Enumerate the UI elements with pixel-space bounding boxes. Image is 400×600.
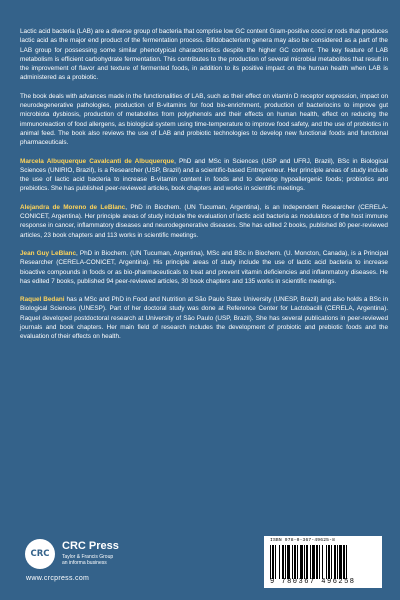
author-bio-text: has a MSc and PhD in Food and Nutrition at São Paulo State University (UNESP, Brazil) and also holds a BSc in Biological Sciences (UNESP). Part of her doctoral study was done at Reference Center for Lactobacilli (CERELA, Argentina). Raquel developed postdoctoral research at University of São Paulo (USP, Brazil). She has several publications in peer-reviewed journals and book chapters. Her main field of research includes the development of probiotic and prebiotic foods and the evaluation of their effects on health. [20,296,389,341]
author-bio-text: , PhD in Biochem. (UN Tucuman, Argentina), MSc and BSc in Biochem. (U. Moncton, Canada), is a Principal Researcher (CERELA-CONICET, Argentina). His principle areas of study include the use of lactic acid bacteria to increase bioactive compounds in foods or as bio-pharmaceuticals to treat and prevent vitamin deficiencies and inflammatory diseases. He has edited 7 books, published 94 peer-reviewed articles, 30 book chapters and 135 works in scientific meetings. [20,249,388,285]
author-bio-text: , PhD and MSc in Sciences (USP and UFRJ, Brazil), BSc in Biological Sciences (UNIRIO, Brazil), is a Researcher (USP, Brazil) and a scientific-based Entrepreneur. Her principle areas of study include the use of lactic acid bacteria to increase B-vitamin content in foods and to develop hypoallergenic foods; probiotics and prebiotics. She has published peer-reviewed articles, book chapters and works in scientific meetings. [20,157,388,193]
summary-paragraph: The book deals with advances made in the functionalities of LAB, such as their effect on vitamin D receptor expression, impact on neurodegenerative pathologies, production of B-vitamins for food bio-enrichment, production of bacteriocins to improve gut microbiota dysbiosis, production of metabolites from polyphenols and their effects on human health, effect on reducing the immunoreaction of food allergens, as biological system using time-temperature to improve food safety, and the use of probiotics in animal feed. The book also reviews the use of LAB and probiotic technologies to develop new functional foods and functional pharmaceuticals. [20,92,388,147]
author-name: Marcela Albuquerque Cavalcanti de Albuquerque [20,157,175,165]
author-name: Jean Guy LeBlanc [20,249,77,257]
author-bio-text: , PhD in Biochem. (UN Tucuman, Argentina), is an Independent Researcher (CERELA-CONICET, Argentina). Her principle areas of study include the evaluation of lactic acid bacteria as modulators of the host immune response in cancer, inflammatory diseases and neurodegenerative diseases. She has edited 2 books, published 80 peer-reviewed articles, 23 book chapters and 113 works in scientific meetings. [20,203,388,239]
back-cover-text [20,27,388,342]
author-name: Raquel Bedani [20,296,65,304]
author-name: Alejandra de Moreno de LeBlanc [20,203,126,211]
barcode [264,536,382,588]
author-bio [20,249,388,286]
author-bio [20,295,388,341]
author-bio [20,203,388,240]
publisher-url: www.crcpress.com [26,575,90,582]
barcode-number: 9 780367 496258 [270,578,356,586]
isbn-text: ISBN 978-0-367-49625-8 [270,538,336,543]
publisher-group-line: Taylor & Francis Group [62,554,114,560]
cover-footer [22,538,382,588]
crc-logo-mark: CRC [25,539,55,569]
publisher-logo [22,538,142,586]
intro-paragraph: Lactic acid bacteria (LAB) are a diverse group of bacteria that comprise low GC content Gram-positive cocci or rods that produces lactic acid as the major end product of the fermentation process. Bifidobacterium genera may also be considered as a part of the LAB group for possessing some similar phenotypical characteristics despite the higher GC content. The key feature of LAB metabolism is efficient carbohydrate fermentation. This contributes to the production of several microbial metabolites that result in the improvement of flavor and texture of fermented foods, in addition to its positive impact on the human health when LAB is administered as a probiotic. [20,28,388,82]
barcode-bars [270,545,376,579]
author-bio [20,157,388,194]
publisher-name: CRC Press [62,540,119,552]
publisher-group-line: an informa business [62,560,107,567]
publisher-group [62,554,113,567]
